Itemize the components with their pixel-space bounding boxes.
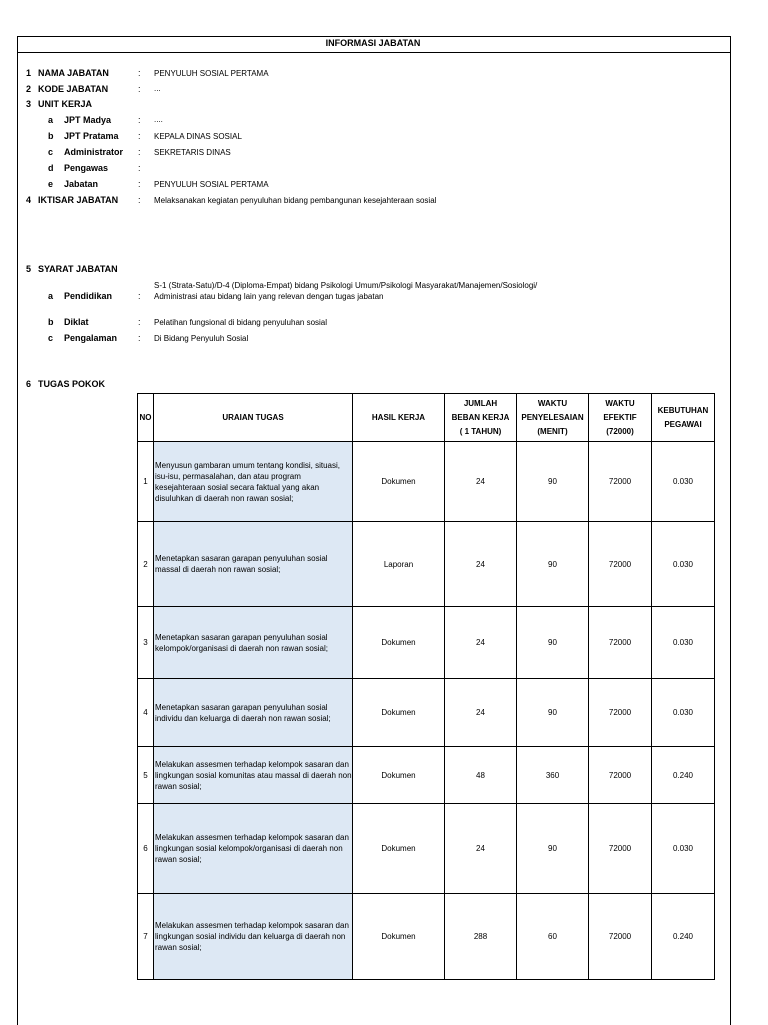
header-waktu-line: (MENIT) — [537, 426, 568, 436]
colon: : — [138, 317, 141, 327]
row-waktu: 90 — [517, 804, 589, 894]
header-waktu — [517, 394, 589, 442]
row-efektif: 72000 — [589, 747, 652, 804]
row-hasil: Dokumen — [353, 679, 445, 747]
row-kebutuhan: 0.030 — [652, 442, 715, 522]
administrator-label: Administrator — [64, 147, 124, 157]
header-beban-line: ( 1 TAHUN) — [459, 426, 502, 436]
jabatan-value: PENYULUH SOSIAL PERTAMA — [154, 180, 269, 189]
header-beban — [445, 394, 517, 442]
row-efektif: 72000 — [589, 894, 652, 980]
header-efektif-line: WAKTU — [605, 398, 635, 408]
row-beban: 24 — [445, 522, 517, 607]
table-row — [138, 442, 715, 522]
title-divider — [17, 52, 730, 53]
kode-jabatan-label: KODE JABATAN — [38, 84, 109, 94]
row-uraian: Melakukan assesmen terhadap kelompok sasaran dan lingkungan sosial komunitas atau massal di daerah non rawan sosial; — [154, 747, 353, 804]
syarat-jabatan-label: SYARAT JABATAN — [38, 264, 118, 274]
table-header-row — [138, 394, 715, 442]
row-kebutuhan: 0.030 — [652, 522, 715, 607]
row-hasil: Dokumen — [353, 747, 445, 804]
field-number: 2 — [26, 84, 32, 94]
iktisar-jabatan-value: Melaksanakan kegiatan penyuluhan bidang pembangunan kesejahteraan sosial — [154, 196, 437, 205]
row-no: 2 — [138, 522, 154, 607]
sub-letter: a — [48, 291, 54, 301]
row-hasil: Dokumen — [353, 894, 445, 980]
header-no: NO — [138, 394, 154, 442]
row-waktu: 90 — [517, 522, 589, 607]
row-efektif: 72000 — [589, 522, 652, 607]
jpt-pratama-label: JPT Pratama — [64, 131, 119, 141]
header-waktu-line: PENYELESAIAN — [521, 412, 584, 422]
colon: : — [138, 195, 141, 205]
header-efektif-line: EFEKTIF — [603, 412, 637, 422]
page-title: INFORMASI JABATAN — [325, 38, 421, 48]
colon: : — [138, 115, 141, 125]
header-beban-line: JUMLAH — [463, 398, 498, 408]
header-kebutuhan-line: KEBUTUHAN — [657, 405, 709, 415]
colon: : — [138, 333, 141, 343]
header-hasil: HASIL KERJA — [353, 394, 445, 442]
sub-letter: d — [48, 163, 54, 173]
sub-letter: b — [48, 317, 54, 327]
row-uraian: Menetapkan sasaran garapan penyuluhan sosial massal di daerah non rawan sosial; — [154, 522, 353, 607]
field-number: 4 — [26, 195, 32, 205]
row-hasil: Laporan — [353, 522, 445, 607]
sub-letter: e — [48, 179, 54, 189]
sub-letter: c — [48, 333, 54, 343]
administrator-value: SEKRETARIS DINAS — [154, 148, 231, 157]
pengalaman-value: Di Bidang Penyuluh Sosial — [154, 334, 249, 343]
table-row — [138, 747, 715, 804]
row-beban: 24 — [445, 679, 517, 747]
tugas-table — [137, 393, 715, 980]
row-waktu: 90 — [517, 607, 589, 679]
pengawas-label: Pengawas — [64, 163, 109, 173]
row-no: 7 — [138, 894, 154, 980]
pengalaman-label: Pengalaman — [64, 333, 118, 343]
row-hasil: Dokumen — [353, 804, 445, 894]
row-efektif: 72000 — [589, 607, 652, 679]
jpt-pratama-value: KEPALA DINAS SOSIAL — [154, 132, 242, 141]
sub-letter: c — [48, 147, 54, 157]
row-kebutuhan: 0.030 — [652, 679, 715, 747]
colon: : — [138, 68, 141, 78]
row-beban: 288 — [445, 894, 517, 980]
row-beban: 48 — [445, 747, 517, 804]
row-efektif: 72000 — [589, 679, 652, 747]
pendidikan-value: S-1 (Strata-Satu)/D-4 (Diploma-Empat) bidang Psikologi Umum/Psikologi Masyarakat/Manajemen/Sosiologi/ Administrasi atau bidang lain yang relevan dengan tugas jabatan — [154, 281, 538, 301]
unit-kerja-label: UNIT KERJA — [38, 99, 93, 109]
row-waktu: 360 — [517, 747, 589, 804]
row-kebutuhan: 0.030 — [652, 607, 715, 679]
row-hasil: Dokumen — [353, 607, 445, 679]
row-beban: 24 — [445, 804, 517, 894]
colon: : — [138, 163, 141, 173]
row-no: 1 — [138, 442, 154, 522]
row-kebutuhan: 0.240 — [652, 747, 715, 804]
table-row — [138, 894, 715, 980]
sub-letter: b — [48, 131, 54, 141]
row-kebutuhan: 0.240 — [652, 894, 715, 980]
header-efektif — [589, 394, 652, 442]
table-row — [138, 522, 715, 607]
row-efektif: 72000 — [589, 804, 652, 894]
colon: : — [138, 179, 141, 189]
row-beban: 24 — [445, 607, 517, 679]
header-kebutuhan-line: PEGAWAI — [664, 419, 702, 429]
pendidikan-label: Pendidikan — [64, 291, 113, 301]
row-no: 5 — [138, 747, 154, 804]
row-no: 3 — [138, 607, 154, 679]
diklat-label: Diklat — [64, 317, 89, 327]
row-waktu: 90 — [517, 679, 589, 747]
jpt-madya-label: JPT Madya — [64, 115, 112, 125]
row-waktu: 90 — [517, 442, 589, 522]
field-number: 3 — [26, 99, 32, 109]
colon: : — [138, 291, 141, 301]
sub-letter: a — [48, 115, 54, 125]
header-kebutuhan — [652, 394, 715, 442]
field-number: 1 — [26, 68, 32, 78]
nama-jabatan-label: NAMA JABATAN — [38, 68, 109, 78]
row-kebutuhan: 0.030 — [652, 804, 715, 894]
row-uraian: Menetapkan sasaran garapan penyuluhan sosial individu dan keluarga di daerah non rawan sosial; — [154, 679, 353, 747]
nama-jabatan-value: PENYULUH SOSIAL PERTAMA — [154, 69, 269, 78]
header-beban-line: BEBAN KERJA — [451, 412, 510, 422]
table-row — [138, 679, 715, 747]
table-row — [138, 607, 715, 679]
table-row — [138, 804, 715, 894]
row-uraian: Menetapkan sasaran garapan penyuluhan sosial kelompok/organisasi di daerah non rawan sosial; — [154, 607, 353, 679]
row-hasil: Dokumen — [353, 442, 445, 522]
row-efektif: 72000 — [589, 442, 652, 522]
colon: : — [138, 147, 141, 157]
diklat-value: Pelatihan fungsional di bidang penyuluhan sosial — [154, 318, 328, 327]
field-number: 6 — [26, 379, 32, 389]
header-uraian: URAIAN TUGAS — [154, 394, 353, 442]
row-no: 6 — [138, 804, 154, 894]
kode-jabatan-value: ... — [154, 84, 161, 93]
row-uraian: Melakukan assesmen terhadap kelompok sasaran dan lingkungan sosial kelompok/organisasi di daerah non rawan sosial; — [154, 804, 353, 894]
iktisar-jabatan-label: IKTISAR JABATAN — [38, 195, 119, 205]
tugas-pokok-label: TUGAS POKOK — [38, 379, 106, 389]
jpt-madya-value: .... — [154, 115, 163, 124]
colon: : — [138, 131, 141, 141]
row-beban: 24 — [445, 442, 517, 522]
jabatan-label: Jabatan — [64, 179, 99, 189]
field-number: 5 — [26, 264, 32, 274]
row-waktu: 60 — [517, 894, 589, 980]
header-waktu-line: WAKTU — [537, 398, 568, 408]
row-uraian: Melakukan assesmen terhadap kelompok sasaran dan lingkungan sosial individu dan keluarga di daerah non rawan sosial; — [154, 894, 353, 980]
row-uraian: Menyusun gambaran umum tentang kondisi, situasi, isu-isu, permasalahan, dan atau program kesejahteraan sosial secara faktual yang akan disuluhkan di daerah non rawan sosial; — [154, 442, 353, 522]
colon: : — [138, 84, 141, 94]
header-efektif-line: (72000) — [606, 426, 634, 436]
row-no: 4 — [138, 679, 154, 747]
